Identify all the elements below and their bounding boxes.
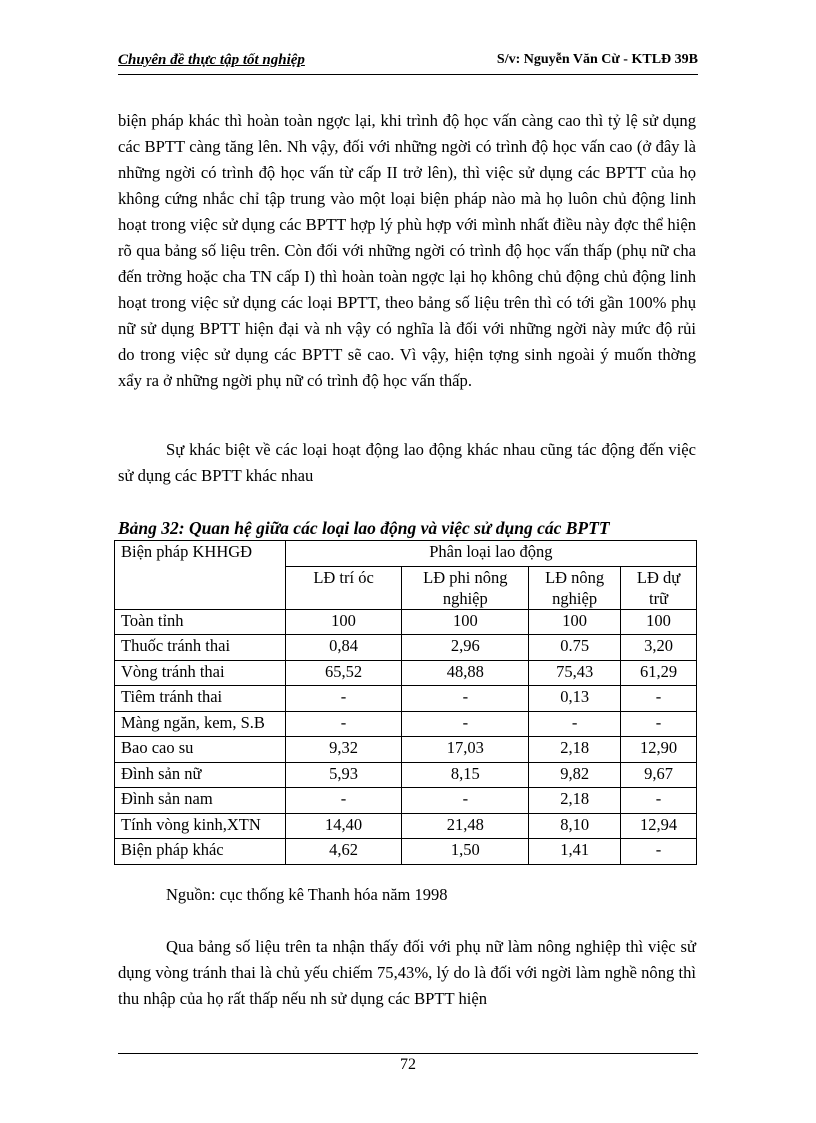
table-cell: - (621, 711, 697, 737)
row-label: Tính vòng kinh,XTN (115, 813, 286, 839)
table-cell: 9,82 (529, 762, 621, 788)
table-row (115, 839, 697, 865)
table-row (115, 762, 697, 788)
table-cell: 0,84 (285, 635, 402, 661)
table-cell: - (402, 711, 529, 737)
table-cell: 100 (285, 609, 402, 635)
row-label: Thuốc tránh thai (115, 635, 286, 661)
table-column-header: LĐ trí óc (285, 566, 402, 609)
table-cell: 4,62 (285, 839, 402, 865)
table-cell: 100 (402, 609, 529, 635)
table-caption: Bảng 32: Quan hệ giữa các loại lao động và việc sử dụng các BPTT (118, 518, 610, 538)
table-cell: - (621, 686, 697, 712)
row-label: Toàn tỉnh (115, 609, 286, 635)
table-cell: 21,48 (402, 813, 529, 839)
page-number: 72 (400, 1056, 416, 1073)
page-header (118, 52, 698, 74)
row-label: Tiêm tránh thai (115, 686, 286, 712)
table-cell: - (621, 788, 697, 814)
table-cell: 12,94 (621, 813, 697, 839)
table-cell: 100 (621, 609, 697, 635)
table-cell: 2,96 (402, 635, 529, 661)
table-cell: 17,03 (402, 737, 529, 763)
header-author: S/v: Nguyễn Văn Cừ - KTLĐ 39B (496, 52, 698, 67)
table-row (115, 609, 697, 635)
table-cell: 1,50 (402, 839, 529, 865)
table-cell: 2,18 (529, 788, 621, 814)
table-source: Nguồn: cục thống kê Thanh hóa năm 1998 (166, 885, 448, 904)
table-column-header: LĐ nông nghiệp (529, 566, 621, 609)
table-cell: 2,18 (529, 737, 621, 763)
table-cell: 0,13 (529, 686, 621, 712)
row-label: Vòng tránh thai (115, 660, 286, 686)
row-label: Màng ngăn, kem, S.B (115, 711, 286, 737)
row-label: Biện pháp khác (115, 839, 286, 865)
paragraph-text: Qua bảng số liệu trên ta nhận thấy đối với phụ nữ làm nông nghiệp thì việc sử dụng vòng tránh thai là chủ yếu chiếm 75,43%, lý do là đối với ngời làm nghề nông thì thu nhập của họ rất thấp nếu nh sử dụng các BPTT hiện (118, 937, 696, 1008)
table-cell: - (529, 711, 621, 737)
table-cell: - (285, 788, 402, 814)
row-label: Đình sản nữ (115, 762, 286, 788)
table-cell: 14,40 (285, 813, 402, 839)
table-cell: - (285, 711, 402, 737)
paragraph-text: biện pháp khác thì hoàn toàn ngợc lại, khi trình độ học vấn càng cao thì tỷ lệ sử dụng các BPTT càng tăng lên. Nh vậy, đối với những ngời có trình độ học vấn cao (ở đây là những ngời có trình độ học vấn từ cấp II trở lên), thì việc sử dụng các BPTT của họ không cứng nhắc chỉ tập trung vào một loại biện pháp nào mà họ luôn chủ động linh hoạt trong việc sử dụng các BPTT hợp lý phù hợp với mình nhất điều này đợc thể hiện rõ qua bảng số liệu trên. Còn đối với những ngời có trình độ học vấn thấp (phụ nữ cha đến trờng hoặc cha TN cấp I) thì hoàn toàn ngợc lại họ không chủ động chủ động linh hoạt trong việc sử dụng các loại BPTT, theo bảng số liệu trên thì có tới gần 100% phụ nữ sử dụng BPTT hiện đại và nh vậy có nghĩa là đối với những ngời này mức độ rủi do trong việc sử dụng các BPTT sẽ cao. Vì vậy, hiện tợng sinh ngoài ý muốn thờng xẩy ra ở những ngời phụ nữ có trình độ học vấn thấp. (118, 111, 696, 390)
table-cell: - (402, 788, 529, 814)
footer-divider (118, 1053, 698, 1054)
data-table (114, 540, 697, 865)
table-body (115, 609, 697, 864)
table-cell: 9,67 (621, 762, 697, 788)
body-paragraph-2 (118, 437, 696, 489)
header-divider (118, 74, 698, 75)
table-cell: 1,41 (529, 839, 621, 865)
table-cell: 48,88 (402, 660, 529, 686)
table-cell: 5,93 (285, 762, 402, 788)
table-cell: 8,10 (529, 813, 621, 839)
table-cell: - (285, 686, 402, 712)
header-title: Chuyên đề thực tập tốt nghiệp (118, 52, 305, 68)
body-paragraph-1 (118, 108, 696, 394)
paragraph-text: Sự khác biệt về các loại hoạt động lao động khác nhau cũng tác động đến việc sử dụng các BPTT khác nhau (118, 440, 696, 485)
body-paragraph-3 (118, 934, 696, 1012)
table-cell: 3,20 (621, 635, 697, 661)
table-cell: 0.75 (529, 635, 621, 661)
table-row (115, 788, 697, 814)
table-corner-header: Biện pháp KHHGĐ (115, 541, 286, 610)
table-cell: - (621, 839, 697, 865)
table-column-header: LĐ dự trữ (621, 566, 697, 609)
table-row (115, 737, 697, 763)
table-cell: 75,43 (529, 660, 621, 686)
row-label: Bao cao su (115, 737, 286, 763)
row-label: Đình sản nam (115, 788, 286, 814)
table-column-header: LĐ phi nông nghiệp (402, 566, 529, 609)
table-cell: 12,90 (621, 737, 697, 763)
table-row (115, 635, 697, 661)
table-cell: 65,52 (285, 660, 402, 686)
table-cell: 9,32 (285, 737, 402, 763)
table-cell: 8,15 (402, 762, 529, 788)
table-row (115, 711, 697, 737)
table-cell: - (402, 686, 529, 712)
table-row (115, 813, 697, 839)
table-row (115, 686, 697, 712)
table-row (115, 660, 697, 686)
table-group-header: Phân loại lao động (285, 541, 696, 567)
table-cell: 100 (529, 609, 621, 635)
table-cell: 61,29 (621, 660, 697, 686)
